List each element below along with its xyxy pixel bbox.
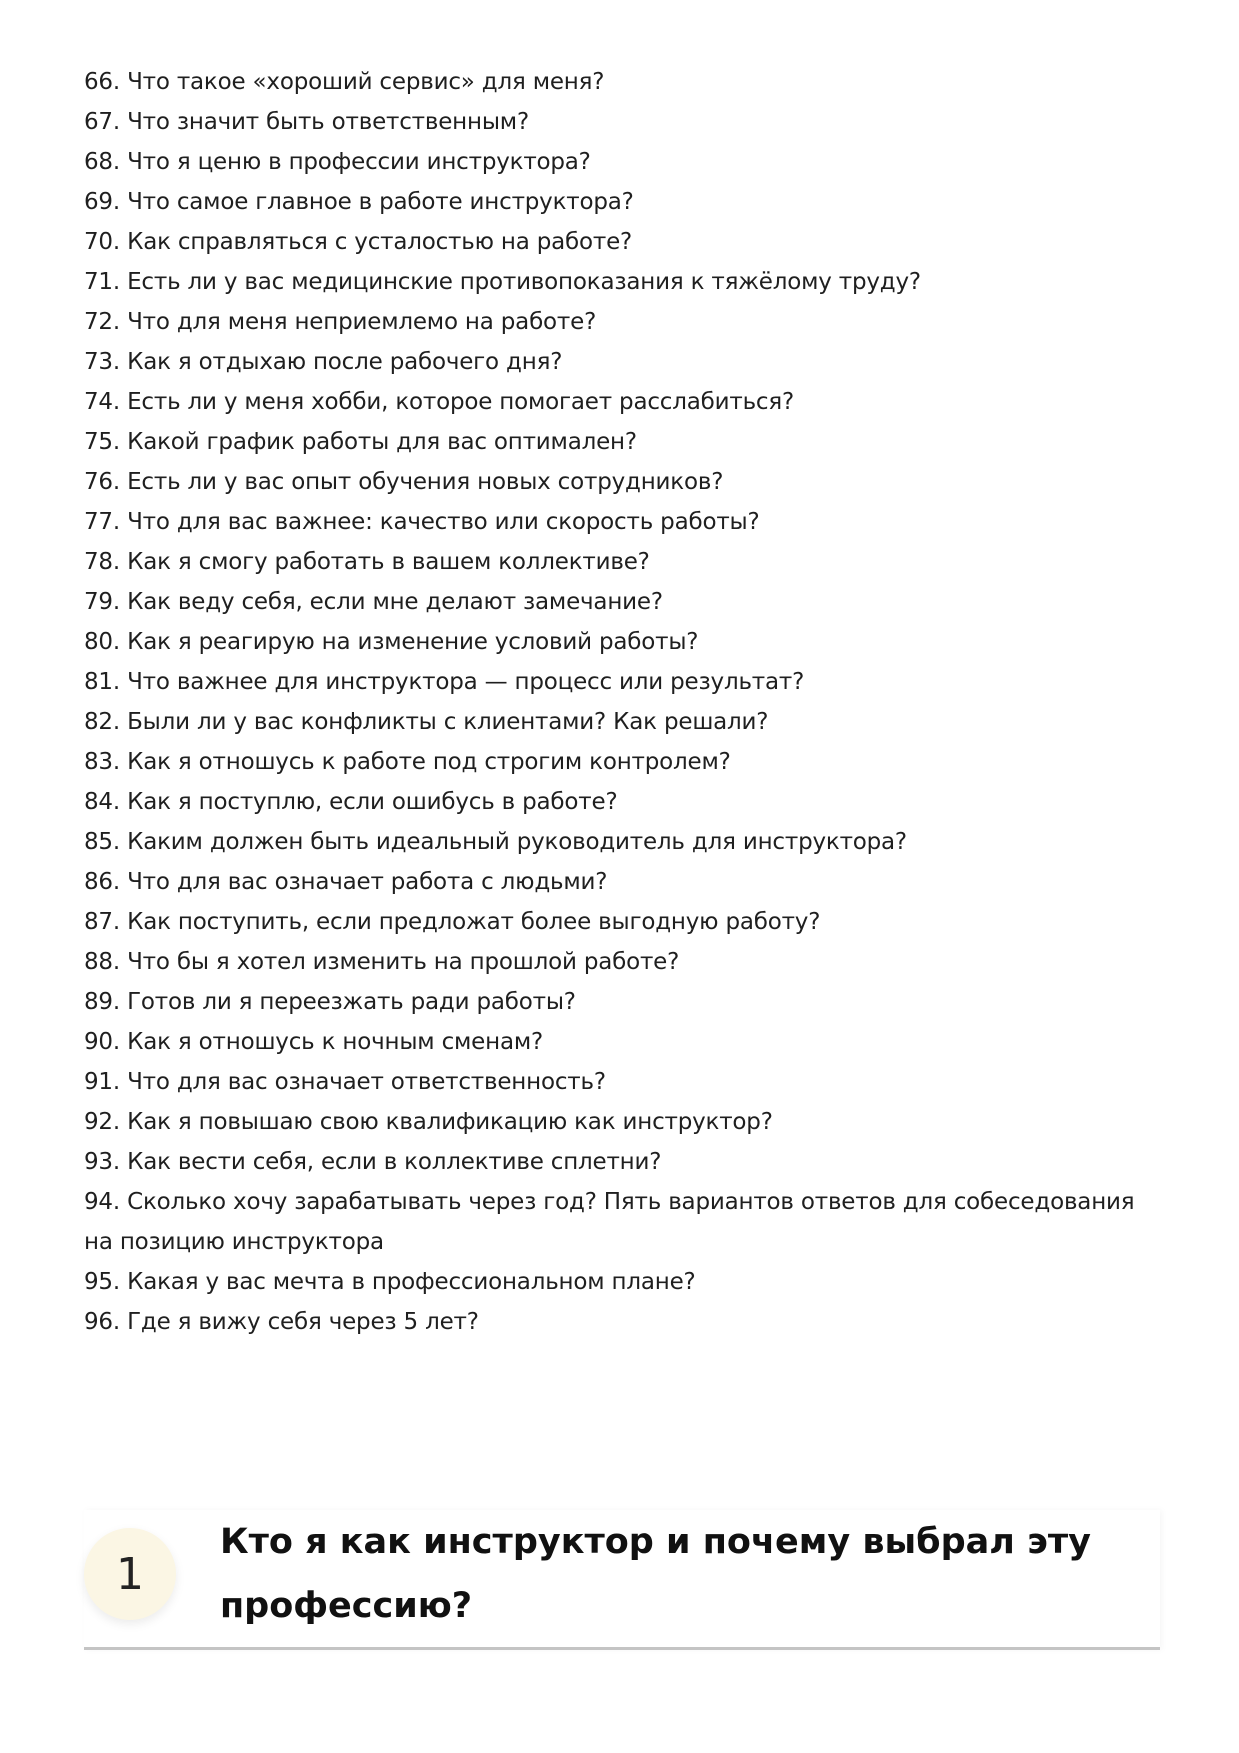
question-item: 93. Как вести себя, если в коллективе сплетни? (84, 1149, 662, 1175)
question-item: 88. Что бы я хотел изменить на прошлой работе? (84, 949, 680, 975)
section-number-badge: 1 (84, 1528, 176, 1620)
question-item: 83. Как я отношусь к работе под строгим контролем? (84, 749, 731, 775)
question-item: 68. Что я ценю в профессии инструктора? (84, 149, 591, 175)
question-item: 96. Где я вижу себя через 5 лет? (84, 1309, 479, 1335)
question-item: 66. Что такое «хороший сервис» для меня? (84, 69, 605, 95)
question-item: 70. Как справляться с усталостью на работе? (84, 229, 633, 255)
question-item: 87. Как поступить, если предложат более выгодную работу? (84, 909, 821, 935)
question-item: 85. Каким должен быть идеальный руководитель для инструктора? (84, 829, 907, 855)
question-item: 82. Были ли у вас конфликты с клиентами? Как решали? (84, 709, 769, 735)
question-item: 84. Как я поступлю, если ошибусь в работе? (84, 789, 618, 815)
question-item: 91. Что для вас означает ответственность? (84, 1069, 606, 1095)
question-item: 92. Как я повышаю свою квалификацию как инструктор? (84, 1109, 773, 1135)
question-item: 74. Есть ли у меня хобби, которое помогает расслабиться? (84, 389, 795, 415)
question-item: 81. Что важнее для инструктора — процесс или результат? (84, 669, 805, 695)
section-divider (84, 1647, 1160, 1650)
section-title: Кто я как инструктор и почему выбрал эту профессию? (220, 1522, 1091, 1626)
question-item: 79. Как веду себя, если мне делают замечание? (84, 589, 663, 615)
question-item: 94. Сколько хочу зарабатывать через год? Пять вариантов ответов для собеседования на позицию инструктора (84, 1189, 1135, 1255)
question-item: 76. Есть ли у вас опыт обучения новых сотрудников? (84, 469, 724, 495)
question-item: 80. Как я реагирую на изменение условий работы? (84, 629, 699, 655)
question-item: 69. Что самое главное в работе инструктора? (84, 189, 634, 215)
question-item: 67. Что значит быть ответственным? (84, 109, 529, 135)
question-item: 71. Есть ли у вас медицинские противопоказания к тяжёлому труду? (84, 269, 921, 295)
question-item: 75. Какой график работы для вас оптимален? (84, 429, 637, 455)
question-item: 89. Готов ли я переезжать ради работы? (84, 989, 576, 1015)
question-item: 86. Что для вас означает работа с людьми? (84, 869, 608, 895)
question-item: 90. Как я отношусь к ночным сменам? (84, 1029, 544, 1055)
question-item: 77. Что для вас важнее: качество или скорость работы? (84, 509, 760, 535)
question-item: 73. Как я отдыхаю после рабочего дня? (84, 349, 563, 375)
question-item: 78. Как я смогу работать в вашем коллективе? (84, 549, 650, 575)
question-item: 95. Какая у вас мечта в профессиональном плане? (84, 1269, 696, 1295)
section-header (84, 1510, 1160, 1650)
question-item: 72. Что для меня неприемлемо на работе? (84, 309, 597, 335)
question-list (84, 62, 1164, 1342)
